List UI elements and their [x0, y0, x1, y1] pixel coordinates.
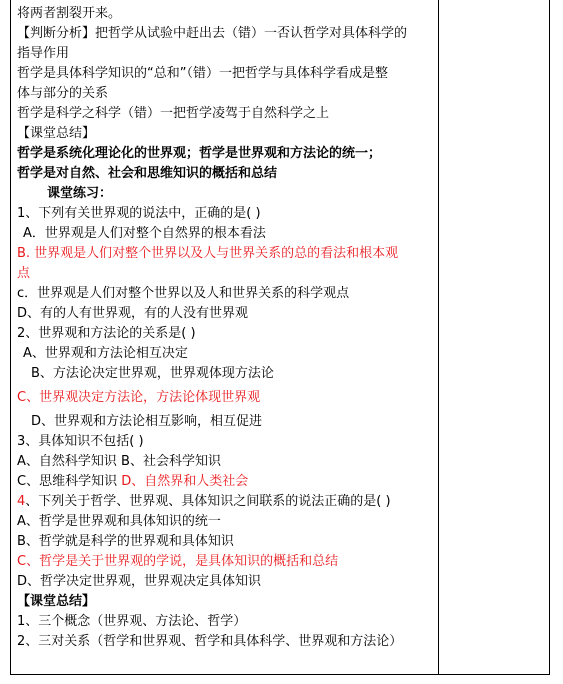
option-line: A、哲学是世界观和具体知识的统一	[17, 514, 221, 529]
section-heading: 【课堂总结】	[17, 126, 96, 141]
summary-bold-line: 哲学是对自然、社会和思维知识的概括和总结	[17, 166, 278, 181]
option-line: A、自然科学知识 B、社会科学知识	[17, 454, 221, 469]
option-line: B、哲学就是科学的世界观和具体知识	[17, 534, 234, 549]
question-number: 4	[17, 494, 26, 509]
option-text: C、思维科学知识	[17, 474, 122, 489]
judgment-analysis-line: 【判断分析】把哲学从试验中赶出去（错）一否认哲学对具体科学的	[17, 26, 408, 41]
summary-item: 2、三对关系（哲学和世界观、哲学和具体科学、世界观和方法论）	[17, 634, 403, 649]
option-line: A．世界观是人们对整个自然界的根本看法	[23, 226, 266, 241]
option-line	[17, 472, 435, 492]
question-4	[17, 492, 435, 512]
option-line: B、方法论决定世界观，世界观体现方法论	[31, 366, 274, 381]
question-1: 1、下列有关世界观的说法中，正确的是( )	[17, 206, 261, 221]
lesson-table	[10, 0, 550, 675]
question-text: 、下列关于哲学、世界观、具体知识之间联系的说法正确的是( )	[25, 494, 391, 509]
text-line: 将两者割裂开来。	[17, 6, 122, 21]
answer-option-line: B. 世界观是人们对整个世界以及人与世界关系的总的看法和根本观	[17, 246, 399, 261]
question-3: 3、具体知识不包括( )	[17, 434, 144, 449]
answer-option-line: C、哲学是关于世界观的学说，是具体知识的概括和总结	[17, 554, 339, 569]
text-line: 哲学是科学之科学（错）一把哲学凌驾于自然科学之上	[17, 106, 330, 121]
section-heading: 【课堂总结】	[17, 594, 96, 609]
answer-option-text: D、自然界和人类社会	[121, 474, 249, 489]
content-cell	[17, 4, 435, 652]
summary-bold-line: 哲学是系统化理论化的世界观；哲学是世界观和方法论的统一；	[17, 146, 382, 161]
option-line: D、哲学决定世界观，世界观决定具体知识	[17, 574, 262, 589]
option-line: c．世界观是人们对整个世界以及人和世界关系的科学观点	[17, 286, 350, 301]
answer-option-line: C、世界观决定方法论，方法论体现世界观	[17, 390, 261, 405]
text-line: 体与部分的关系	[17, 86, 109, 101]
text-line: 指导作用	[17, 46, 70, 61]
question-2: 2、世界观和方法论的关系是( )	[17, 326, 196, 341]
text-line: 哲学是具体科学知识的“总和”（错）一把哲学与具体科学看成是整	[17, 66, 388, 81]
option-line: A、世界观和方法论相互决定	[23, 346, 188, 361]
option-line: D、有的人有世界观，有的人没有世界观	[17, 306, 249, 321]
option-line: D、世界观和方法论相互影响，相互促进	[31, 414, 263, 429]
column-divider	[438, 0, 439, 675]
exercise-heading: 课堂练习：	[47, 186, 113, 201]
summary-item: 1、三个概念（世界观、方法论、哲学）	[17, 614, 247, 629]
answer-option-line: 点	[17, 266, 31, 281]
